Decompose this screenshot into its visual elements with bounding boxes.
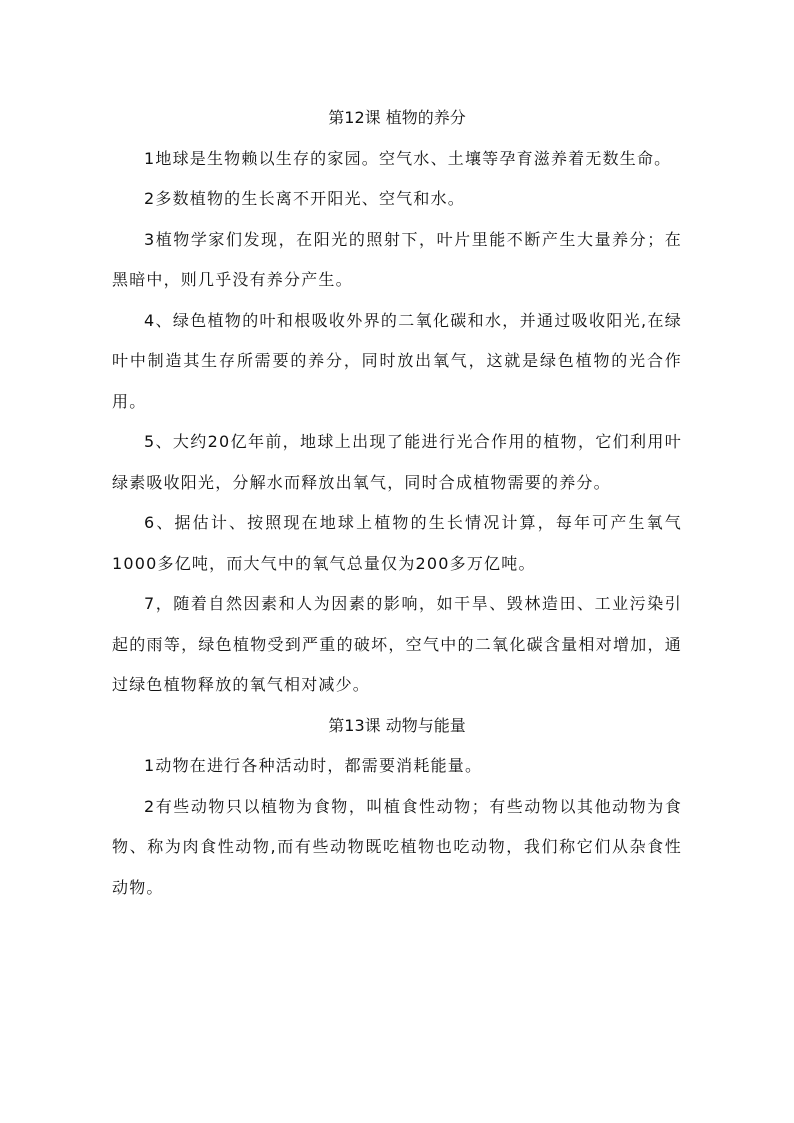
lesson-12-paragraph-4: 4、绿色植物的叶和根吸收外界的二氧化碳和水，并通过吸收阳光,在绿叶中制造其生存所需要的养分，同时放出氧气，这就是绿色植物的光合作用。: [112, 310, 682, 411]
lesson-12-paragraph-7: 7，随着自然因素和人为因素的影响，如干旱、毁林造田、工业污染引起的雨等，绿色植物受到严重的破坏，空气中的二氧化碳含量相对增加，通过绿色植物释放的氧气相对减少。: [112, 594, 682, 694]
lesson-12-paragraph-2: 2多数植物的生长离不开阳光、空气和水。: [144, 189, 465, 208]
lesson-12-title: 第12课 植物的养分: [328, 108, 466, 127]
lesson-13-title: 第13课 动物与能量: [328, 715, 466, 735]
document-page: [112, 98, 682, 908]
lesson-12-section: [112, 98, 682, 706]
lesson-12-paragraph-6: 6、据估计、按照现在地球上植物的生长情况计算，每年可产生氧气1000多亿吨，而大气中的氧气总量仅为200多万亿吨。: [112, 513, 682, 573]
lesson-12-paragraph-3: 3植物学家们发现，在阳光的照射下，叶片里能不断产生大量养分；在黑暗中，则几乎没有养分产生。: [112, 229, 682, 289]
lesson-12-paragraph-5: 5、大约20亿年前，地球上出现了能进行光合作用的植物，它们利用叶绿素吸收阳光，分解水而释放出氧气，同时合成植物需要的养分。: [112, 432, 682, 492]
lesson-13-section: [112, 706, 682, 909]
lesson-13-paragraph-2: 2有些动物只以植物为食物，叫植食性动物；有些动物以其他动物为食物、称为肉食性动物,而有些动物既吃植物也吃动物，我们称它们从杂食性动物。: [112, 796, 682, 897]
lesson-13-paragraph-1: 1动物在进行各种活动时，都需要消耗能量。: [144, 756, 483, 775]
lesson-12-paragraph-1: 1地球是生物赖以生存的家园。空气水、土壤等孕育滋养着无数生命。: [144, 148, 672, 168]
